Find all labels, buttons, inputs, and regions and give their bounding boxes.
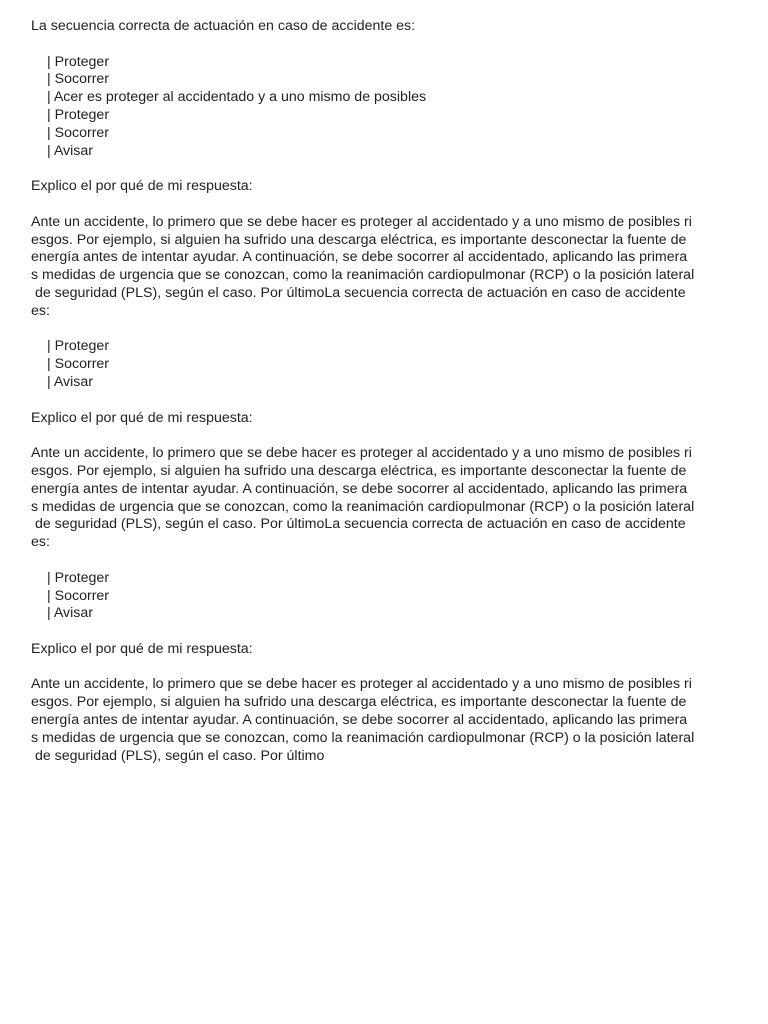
text-line: Ante un accidente, lo primero que se debe hacer es proteger al accidentado y a uno mismo de posibles ri <box>31 676 692 693</box>
list-item: | Socorrer <box>47 587 110 604</box>
explanation-heading <box>31 641 743 659</box>
text-line: esgos. Por ejemplo, si alguien ha sufrido una descarga eléctrica, es importante desconectar la fuente de <box>31 462 687 479</box>
paragraph-gap <box>31 36 743 54</box>
list-item: | Socorrer <box>47 71 110 88</box>
text-line: es: <box>31 302 50 319</box>
text-line: Explico el por qué de mi respuesta: <box>31 178 253 195</box>
text-line: s medidas de urgencia que se conozcan, como la reanimación cardiopulmonar (RCP) o la posición lateral <box>31 498 695 515</box>
text-line: de seguridad (PLS), según el caso. Por últimoLa secuencia correcta de actuación en caso de accidente <box>31 284 686 301</box>
text-line: s medidas de urgencia que se conozcan, como la reanimación cardiopulmonar (RCP) o la posición lateral <box>31 267 695 284</box>
list-item: | Avisar <box>47 142 94 159</box>
list-item: | Proteger <box>47 53 110 70</box>
list-item: | Avisar <box>47 373 94 390</box>
explanation-paragraph <box>31 445 743 552</box>
answer-list <box>31 570 743 623</box>
list-item: | Proteger <box>47 106 110 123</box>
list-item: | Socorrer <box>47 356 110 373</box>
document-page <box>31 18 743 765</box>
explanation-heading <box>31 410 743 428</box>
text-line: energía antes de intentar ayudar. A continuación, se debe socorrer al accidentado, aplicando las primera <box>31 712 688 729</box>
paragraph-gap <box>31 196 743 214</box>
paragraph-gap <box>31 427 743 445</box>
answer-list <box>31 338 743 391</box>
list-item: | Socorrer <box>47 124 110 141</box>
list-item: | Avisar <box>47 605 94 622</box>
paragraph-gap <box>31 160 743 178</box>
list-item: | Proteger <box>47 338 110 355</box>
text-line: esgos. Por ejemplo, si alguien ha sufrido una descarga eléctrica, es importante desconectar la fuente de <box>31 694 687 711</box>
text-line: La secuencia correcta de actuación en caso de accidente es: <box>31 18 416 34</box>
explanation-paragraph <box>31 676 743 765</box>
text-line: energía antes de intentar ayudar. A continuación, se debe socorrer al accidentado, aplicando las primera <box>31 249 688 266</box>
list-item: | Acer es proteger al accidentado y a uno mismo de posibles <box>47 89 427 106</box>
text-line: s medidas de urgencia que se conozcan, como la reanimación cardiopulmonar (RCP) o la posición lateral <box>31 729 695 746</box>
intro-paragraph <box>31 18 743 36</box>
explanation-heading <box>31 178 743 196</box>
text-line: es: <box>31 534 50 551</box>
text-line: Explico el por qué de mi respuesta: <box>31 640 253 657</box>
text-line: Explico el por qué de mi respuesta: <box>31 409 253 426</box>
paragraph-gap <box>31 623 743 641</box>
explanation-paragraph <box>31 214 743 321</box>
text-line: esgos. Por ejemplo, si alguien ha sufrido una descarga eléctrica, es importante desconectar la fuente de <box>31 231 687 248</box>
paragraph-gap <box>31 392 743 410</box>
text-line: de seguridad (PLS), según el caso. Por últimoLa secuencia correcta de actuación en caso de accidente <box>31 516 686 533</box>
text-line: Ante un accidente, lo primero que se debe hacer es proteger al accidentado y a uno mismo de posibles ri <box>31 213 692 230</box>
list-item: | Proteger <box>47 569 110 586</box>
text-line: energía antes de intentar ayudar. A continuación, se debe socorrer al accidentado, aplicando las primera <box>31 480 688 497</box>
paragraph-gap <box>31 321 743 339</box>
paragraph-gap <box>31 659 743 677</box>
text-line: de seguridad (PLS), según el caso. Por último <box>31 747 325 764</box>
text-line: Ante un accidente, lo primero que se debe hacer es proteger al accidentado y a uno mismo de posibles ri <box>31 445 692 462</box>
answer-list <box>31 54 743 161</box>
paragraph-gap <box>31 552 743 570</box>
